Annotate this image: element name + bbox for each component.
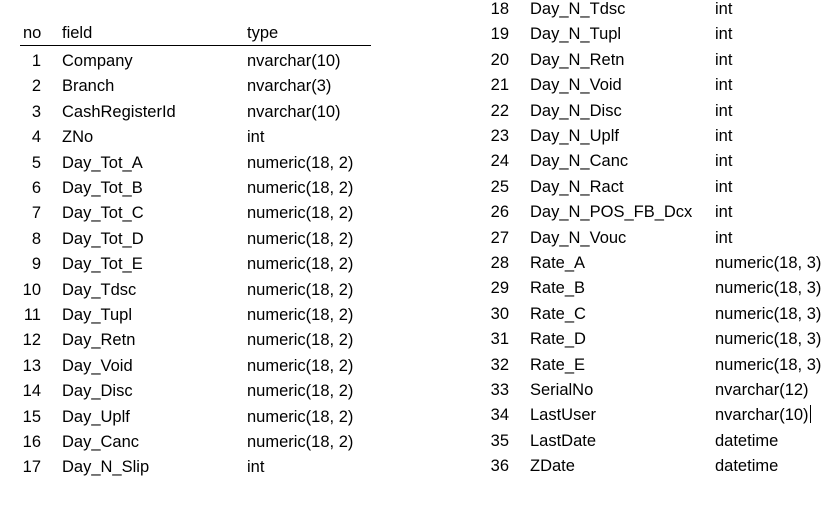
row-number: 7 [31,204,41,223]
row-number: 24 [490,152,509,171]
row-number: 26 [490,203,509,222]
field-name: Rate_E [530,355,586,374]
row-number: 4 [31,128,41,147]
field-name: Day_N_Disc [530,101,622,120]
field-type: int [715,152,733,171]
field-type: numeric(18, 2) [247,356,354,375]
field-type: int [715,101,733,120]
field-name: Rate_D [530,330,586,349]
field-name: Day_N_Uplf [530,127,619,145]
row-number: 5 [31,153,41,172]
field-name: SerialNo [530,381,594,399]
header-type: type [247,24,279,42]
field-type: numeric(18, 3) [715,254,822,272]
row-number: 11 [23,306,41,324]
row-number: 35 [490,431,509,450]
row-number: 23 [490,127,509,145]
field-name: Rate_A [530,254,586,272]
row-number: 25 [490,177,509,196]
text-cursor [810,405,811,423]
field-type: numeric(18, 3) [715,279,822,298]
field-type: numeric(18, 3) [715,355,822,374]
field-type: numeric(18, 2) [247,382,354,401]
field-name: Day_Void [62,356,133,375]
field-name: Day_N_POS_FB_Dcx [530,203,693,222]
row-number: 27 [490,228,509,247]
field-type: numeric(18, 2) [247,153,354,172]
row-number: 32 [490,355,509,374]
field-name: Day_Tot_C [62,204,144,223]
field-type: numeric(18, 2) [247,255,354,274]
row-number: 30 [490,304,509,323]
row-number: 6 [31,179,41,197]
field-type: datetime [715,457,779,476]
header-field: field [62,24,93,42]
row-number: 1 [31,52,41,70]
row-number: 21 [490,76,509,95]
field-name: Day_N_Tupl [530,25,622,44]
row-number: 12 [22,331,41,350]
field-name: Day_Retn [62,331,136,350]
field-type: nvarchar(3) [247,77,332,96]
row-number: 14 [22,382,41,401]
field-name: Day_N_Retn [530,50,625,69]
field-name: Day_Tot_D [62,229,144,248]
table-header [20,22,371,46]
field-name: Day_Tot_E [62,255,143,274]
field-name: Day_N_Ract [530,177,624,196]
field-name: ZDate [530,457,575,476]
field-type: int [247,458,265,477]
row-number: 2 [31,77,41,96]
field-name: Branch [62,77,115,96]
row-number: 10 [22,280,41,299]
row-number: 20 [490,50,509,69]
field-type: numeric(18, 2) [247,204,354,223]
row-number: 31 [490,330,509,349]
field-name: Day_Tot_B [62,179,143,197]
field-name: Company [62,52,133,70]
row-number: 18 [490,0,509,18]
field-type: int [715,76,733,95]
row-number: 13 [22,356,41,375]
field-type: nvarchar(10) [247,52,341,70]
row-number: 29 [490,279,509,298]
field-type: int [715,25,733,44]
row-number: 9 [31,255,41,274]
field-type: nvarchar(10) [715,406,809,425]
row-number: 19 [490,25,509,44]
field-name: Day_Disc [62,382,133,401]
field-type: int [715,50,733,69]
field-name: Day_Uplf [62,407,130,426]
field-name: Day_N_Vouc [530,228,627,247]
row-number: 33 [490,381,509,399]
field-type: numeric(18, 2) [247,306,354,324]
field-name: CashRegisterId [62,102,176,121]
field-name: Day_Tot_A [62,153,143,172]
field-name: Rate_B [530,279,586,298]
field-name: Day_Tdsc [62,280,137,299]
field-name: LastDate [530,431,597,450]
field-name: LastUser [530,406,597,425]
row-number: 36 [490,457,509,476]
row-number: 17 [22,458,41,477]
field-type: int [715,0,733,18]
field-name: Day_N_Void [530,76,622,95]
field-type: int [715,177,733,196]
field-type: datetime [715,431,779,450]
field-type: int [715,127,733,145]
field-type: numeric(18, 3) [715,304,822,323]
field-type: numeric(18, 2) [247,280,354,299]
field-type: numeric(18, 2) [247,407,354,426]
row-number: 3 [31,102,41,121]
field-type: numeric(18, 2) [247,331,354,350]
field-type: int [715,203,733,222]
row-number: 34 [490,406,509,425]
row-number: 28 [490,254,509,272]
field-type: int [247,128,265,147]
field-name: Day_N_Canc [530,152,629,171]
field-type: numeric(18, 2) [247,433,354,451]
row-number: 22 [490,101,509,120]
field-name: ZNo [62,128,94,147]
field-name: Day_Canc [62,433,140,451]
field-name: Day_Tupl [62,306,133,324]
field-type: numeric(18, 2) [247,229,354,248]
row-number: 8 [31,229,41,248]
field-type: int [715,228,733,247]
row-number: 15 [22,407,41,426]
field-type: nvarchar(10) [247,102,341,121]
field-name: Rate_C [530,304,586,323]
field-type: nvarchar(12) [715,381,809,399]
field-name: Day_N_Tdsc [530,0,626,18]
field-type: numeric(18, 2) [247,179,354,197]
field-name: Day_N_Slip [62,458,150,477]
header-no: no [23,24,42,42]
field-type: numeric(18, 3) [715,330,822,349]
row-number: 16 [22,433,41,451]
